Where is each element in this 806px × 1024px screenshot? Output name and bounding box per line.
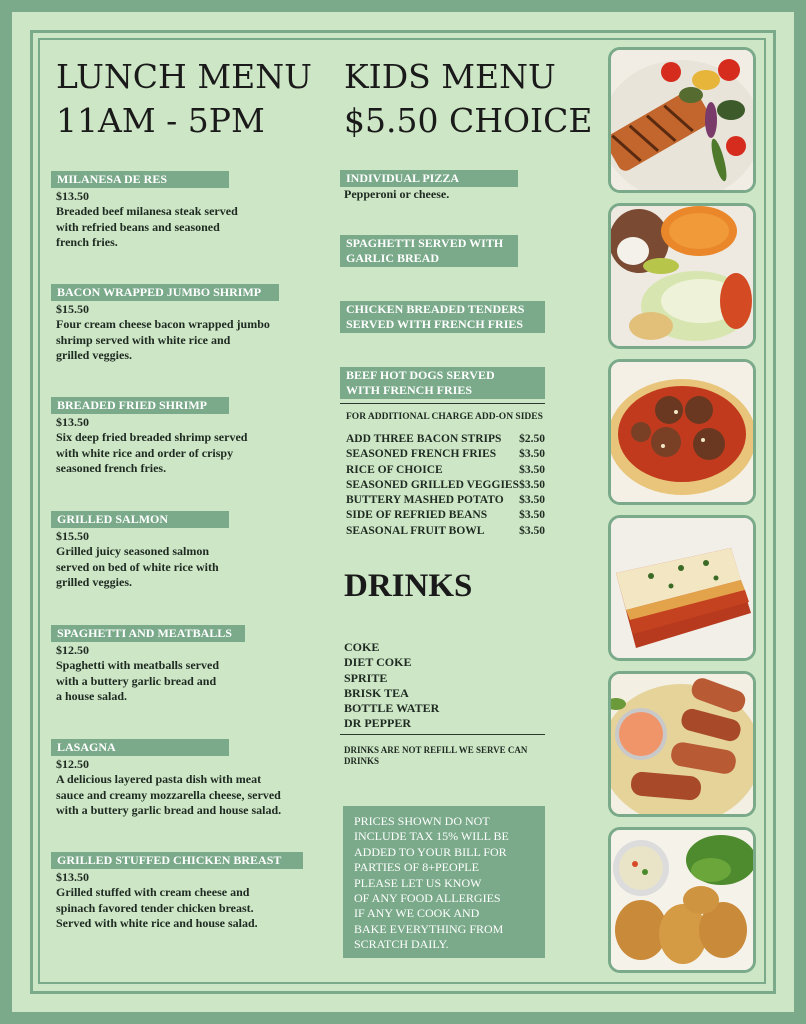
kids-menu-title (344, 55, 592, 143)
lunch-item-name: BREADED FRIED SHRIMP (51, 397, 229, 414)
addons-header: FOR ADDITIONAL CHARGE ADD-ON SIDES (346, 412, 543, 422)
addon-price: $3.50 (519, 478, 545, 491)
addon-name: BUTTERY MASHED POTATO (346, 494, 504, 507)
lunch-item-name: GRILLED SALMON (51, 511, 229, 528)
addon-price: $3.50 (519, 494, 545, 507)
kids-item-name: SPAGHETTI SERVED WITH GARLIC BREAD (340, 235, 518, 267)
lunch-hours: 11AM - 5PM (56, 101, 265, 140)
lunch-item-name: MILANESA DE RES (51, 171, 229, 188)
milanesa-plate-photo (608, 203, 756, 349)
drink-item: DR PEPPER (344, 716, 411, 731)
grilled-salmon-photo (608, 47, 756, 193)
drink-item: BRISK TEA (344, 685, 409, 700)
lunch-item-price: $12.50 (56, 643, 89, 657)
lunch-item-name: BACON WRAPPED JUMBO SHRIMP (51, 284, 279, 301)
kids-price: $5.50 CHOICE (344, 101, 593, 140)
addon-price: $3.50 (519, 524, 545, 537)
drink-item: BOTTLE WATER (344, 701, 440, 716)
addon-name: SEASONED FRENCH FRIES (346, 448, 497, 461)
drinks-list (344, 640, 439, 732)
drink-item: SPRITE (344, 670, 388, 685)
kids-title-line1: KIDS MENU (344, 57, 556, 96)
kids-item (340, 367, 545, 399)
lunch-item-desc: Grilled juicy seasoned salmon served on bed of white rice with grilled veggies. (56, 544, 219, 589)
addon-row (340, 478, 545, 493)
lunch-title-line1: LUNCH MENU (56, 57, 312, 96)
drinks-note: DRINKS ARE NOT REFILL WE SERVE CAN DRINKS (344, 745, 528, 766)
addon-row (340, 432, 545, 447)
addon-row (340, 524, 545, 539)
addon-name: SIDE OF REFRIED BEANS (346, 509, 488, 522)
kids-item (340, 170, 518, 203)
lunch-item (51, 396, 321, 477)
addon-row (340, 508, 545, 523)
lunch-item-price: $12.50 (56, 757, 89, 771)
lunch-menu-title (56, 55, 312, 143)
lunch-item-desc: Six deep fried breaded shrimp served with white rice and order of crispy seasoned french fries. (56, 430, 248, 475)
addon-name: ADD THREE BACON STRIPS (346, 433, 502, 445)
lunch-item-desc: Grilled stuffed with cream cheese and spinach favored tender chicken breast. Served with white rice and house salad. (56, 885, 258, 930)
lunch-item-desc: Breaded beef milanesa steak served with refried beans and seasoned french fries. (56, 204, 238, 249)
lunch-item-name: SPAGHETTI AND MEATBALLS (51, 625, 245, 642)
lunch-item-desc: Four cream cheese bacon wrapped jumbo shrimp served with white rice and grilled veggies. (56, 317, 270, 362)
lunch-item-price: $13.50 (56, 415, 89, 429)
lunch-item-price: $15.50 (56, 302, 89, 316)
kids-item-name: INDIVIDUAL PIZZA (340, 170, 518, 187)
bacon-shrimp-photo (608, 671, 756, 817)
lunch-item (51, 510, 321, 591)
fried-shrimp-photo (608, 827, 756, 973)
lasagna-illustration (611, 518, 753, 658)
fried-shrimp-illustration (611, 830, 753, 970)
lunch-item-desc: A delicious layered pasta dish with meat sauce and creamy mozzarella cheese, served with a buttery garlic bread and house salad. (56, 772, 282, 817)
lunch-item-name: LASAGNA (51, 739, 229, 756)
spaghetti-meatballs-illustration (611, 362, 753, 502)
lasagna-photo (608, 515, 756, 661)
milanesa-plate-illustration (611, 206, 753, 346)
lunch-item (51, 624, 321, 705)
bacon-shrimp-illustration (611, 674, 753, 814)
lunch-item (51, 851, 311, 932)
lunch-item-price: $15.50 (56, 529, 89, 543)
addon-name: SEASONED GRILLED VEGGIES (346, 478, 519, 491)
lunch-item (51, 283, 321, 364)
kids-item-desc: Pepperoni or cheese. (344, 187, 450, 201)
kids-item (340, 301, 545, 333)
lunch-item-price: $13.50 (56, 189, 89, 203)
kids-item-name: CHICKEN BREADED TENDERS SERVED WITH FRENCH FRIES (340, 301, 545, 333)
drinks-divider (340, 734, 545, 735)
drinks-title: DRINKS (344, 568, 473, 604)
lunch-item (51, 738, 311, 819)
addon-row (340, 493, 545, 508)
addon-price: $3.50 (519, 509, 545, 522)
lunch-item-name: GRILLED STUFFED CHICKEN BREAST (51, 852, 303, 869)
drink-item: DIET COKE (344, 655, 412, 670)
addon-name: SEASONAL FRUIT BOWL (346, 524, 485, 537)
addon-price: $3.50 (519, 448, 545, 461)
kids-item (340, 235, 518, 267)
lunch-item-price: $13.50 (56, 870, 89, 884)
addon-price: $3.50 (519, 463, 545, 476)
drink-item: COKE (344, 640, 380, 654)
addon-row (340, 463, 545, 478)
addon-sides (340, 403, 545, 539)
addon-price: $2.50 (519, 433, 545, 445)
tax-allergy-notice: PRICES SHOWN DO NOT INCLUDE TAX 15% WILL BE ADDED TO YOUR BILL FOR PARTIES OF 8+PEOPLE PLEASE LET US KNOW OF ANY FOOD ALLERGIES IF ANY WE COOK AND BAKE EVERYTHING FROM SCRATCH DAILY. (343, 806, 545, 958)
lunch-item (51, 170, 321, 251)
lunch-item-desc: Spaghetti with meatballs served with a buttery garlic bread and a house salad. (56, 658, 219, 703)
kids-item-name: BEEF HOT DOGS SERVED WITH FRENCH FRIES (340, 367, 545, 399)
grilled-salmon-illustration (611, 50, 753, 190)
spaghetti-meatballs-photo (608, 359, 756, 505)
addon-name: RICE OF CHOICE (346, 463, 443, 476)
addon-row (340, 447, 545, 462)
